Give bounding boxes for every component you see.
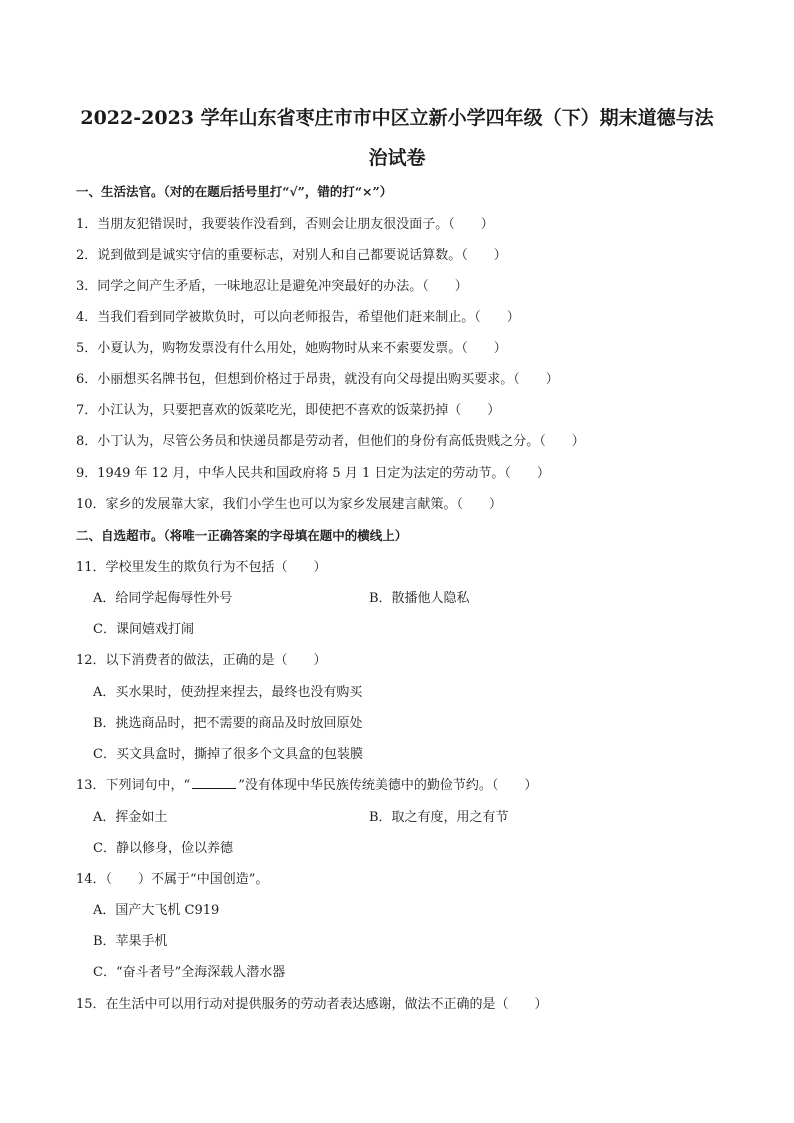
section-heading-2: 二、自选超市。（将唯一正确答案的字母填在题中的横线上） xyxy=(76,528,408,543)
question-6: 6．小丽想买名牌书包，但想到价格过于昂贵，就没有向父母提出购买要求。（ ） xyxy=(76,372,559,387)
question-12-option-c: C．买文具盒时，撕掉了很多个文具盒的包装膜 xyxy=(93,747,363,762)
question-11-option-b: B．散播他人隐私 xyxy=(369,591,470,606)
section-heading-1: 一、生活法官。（对的在题后括号里打“√”，错的打“×”） xyxy=(76,184,393,199)
question-13-stem-after: ”没有体现中华民族传统美德中的勤俭节约。（ ） xyxy=(238,778,538,793)
question-14: 14．（ ）不属于“中国创造”。 xyxy=(76,872,269,887)
question-14-option-b: B．苹果手机 xyxy=(93,934,168,949)
question-7: 7．小江认为，只要把喜欢的饭菜吃光，即使把不喜欢的饭菜扔掉（ ） xyxy=(76,403,501,418)
question-13-option-a: A．挥金如土 xyxy=(93,810,168,825)
question-5: 5．小夏认为，购物发票没有什么用处，她购物时从来不索要发票。（ ） xyxy=(76,341,507,356)
question-4: 4．当我们看到同学被欺负时，可以向老师报告，希望他们赶来制止。（ ） xyxy=(76,310,520,325)
question-15: 15．在生活中可以用行动对提供服务的劳动者表达感谢，做法不正确的是（ ） xyxy=(76,997,548,1012)
question-11-option-a: A．给同学起侮辱性外号 xyxy=(93,591,233,606)
question-13-option-b: B．取之有度，用之有节 xyxy=(369,810,509,825)
question-9: 9．1949 年 12 月，中华人民共和国政府将 5 月 1 日定为法定的劳动节。（ ） xyxy=(76,466,550,481)
question-13-option-c: C．静以修身，俭以养德 xyxy=(93,841,233,856)
question-12: 12．以下消费者的做法，正确的是（ ） xyxy=(76,653,327,668)
question-1: 1．当朋友犯错误时，我要装作没看到，否则会让朋友很没面子。（ ） xyxy=(76,217,494,232)
question-10: 10．家乡的发展靠大家，我们小学生也可以为家乡发展建言献策。（ ） xyxy=(76,497,503,512)
question-14-option-a: A．国产大飞机 C919 xyxy=(93,903,220,918)
exam-title-line2: 治试卷 xyxy=(368,147,426,169)
answer-blank xyxy=(192,776,236,789)
exam-title-line1: 2022-2023 学年山东省枣庄市市中区立新小学四年级（下）期末道德与法 xyxy=(80,107,714,129)
question-13-stem-before: 13．下列词句中，“ xyxy=(76,778,191,793)
question-14-option-c: C．“奋斗者号”全海深载人潜水器 xyxy=(93,965,286,980)
question-3: 3．同学之间产生矛盾，一味地忍让是避免冲突最好的办法。（ ） xyxy=(76,279,468,294)
question-2: 2．说到做到是诚实守信的重要标志，对别人和自己都要说话算数。（ ） xyxy=(76,248,507,263)
question-12-option-a: A．买水果时，使劲捏来捏去，最终也没有购买 xyxy=(93,685,363,700)
question-11-option-c: C．课间嬉戏打闹 xyxy=(93,622,194,637)
question-8: 8．小丁认为，尽管公务员和快递员都是劳动者，但他们的身份有高低贵贱之分。（ ） xyxy=(76,434,585,449)
question-12-option-b: B．挑选商品时，把不需要的商品及时放回原处 xyxy=(93,716,363,731)
question-11: 11．学校里发生的欺负行为不包括（ ） xyxy=(76,560,327,575)
question-13 xyxy=(76,776,537,796)
